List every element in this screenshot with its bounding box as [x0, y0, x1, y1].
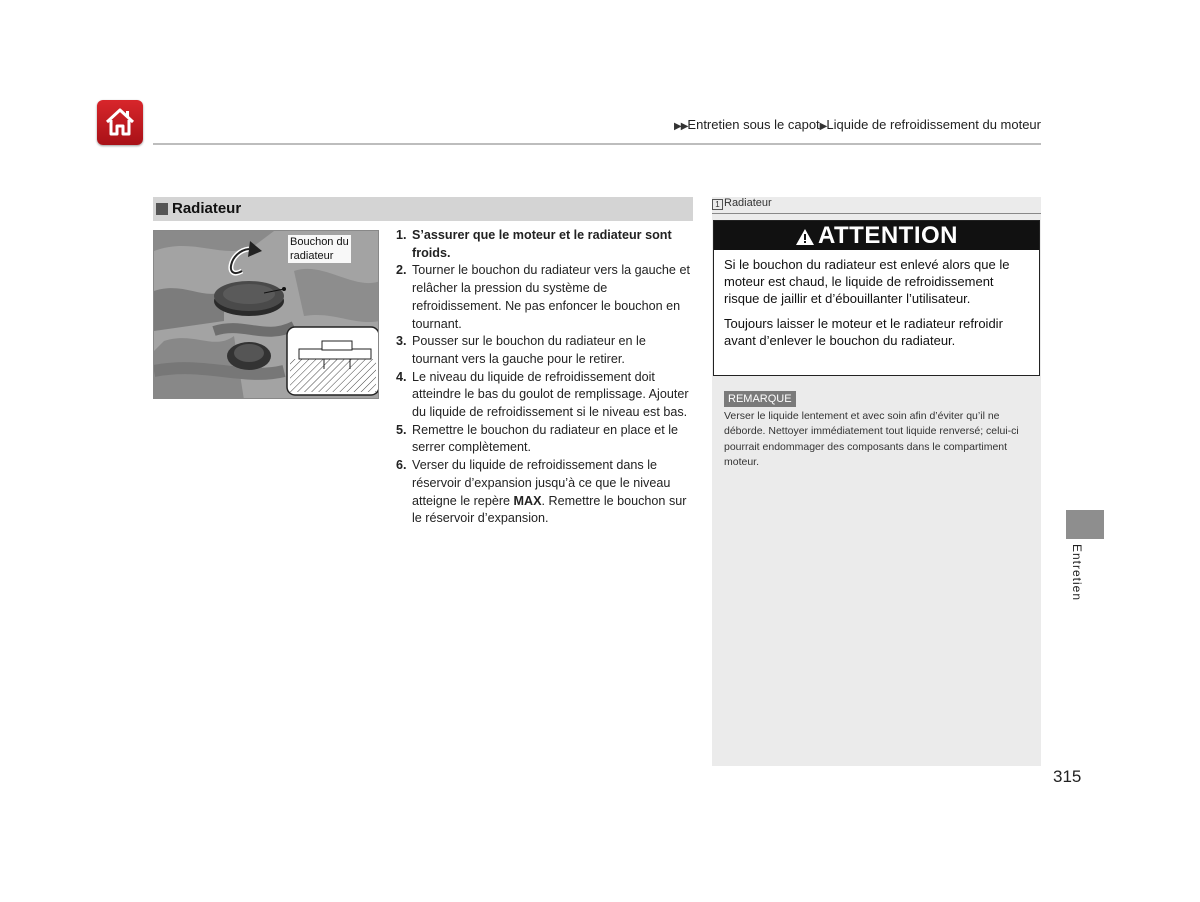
attention-text: Toujours laisser le moteur et le radiateur refroidir avant d’enlever le bouchon du radiateur.: [724, 316, 1003, 348]
list-item: [396, 333, 692, 368]
step-text: S’assurer que le moteur et le radiateur sont froids.: [412, 228, 672, 260]
home-icon: [103, 105, 137, 139]
step-text: [412, 457, 692, 528]
list-item: [396, 369, 692, 422]
breadcrumb-item[interactable]: Entretien sous le capot: [687, 117, 820, 132]
page-number: 315: [1053, 767, 1082, 786]
step-text-part: Verser du liquide de refroidissement dans le réservoir d’expansion jusqu’à ce que le niveau atteigne le repère: [412, 458, 671, 508]
list-item: [396, 457, 692, 528]
attention-title: ATTENTION: [817, 222, 959, 249]
breadcrumb-item[interactable]: Liquide de refroidissement du moteur: [826, 117, 1041, 132]
attention-box: [713, 220, 1040, 376]
figure-callout-label: [288, 235, 351, 263]
list-item: [396, 422, 692, 457]
step-text: Tourner le bouchon du radiateur vers la gauche et relâcher la pression du système de refroidissement. Ne pas enfoncer le bouchon en tournant.: [412, 263, 690, 331]
section-square-icon: [156, 203, 168, 215]
side-reference-title: Radiateur: [724, 197, 772, 209]
max-mark-label: MAX: [513, 493, 542, 508]
step-number: 2.: [396, 263, 407, 278]
breadcrumb-arrow-icon: ▶▶: [674, 121, 688, 132]
list-item: [396, 227, 692, 262]
home-button[interactable]: [97, 100, 143, 145]
procedure-steps: [396, 227, 692, 528]
remark-text: Verser le liquide lentement et avec soin afin d’éviter qu’il ne déborde. Nettoyer immédiatement tout liquide renversé; celui-ci pourrait endommager des composants dans le compartiment moteur.: [724, 410, 1019, 468]
figure-callout-line: radiateur: [290, 250, 334, 262]
step-number: 6.: [396, 458, 407, 473]
step-text: Remettre le bouchon du radiateur en place et le serrer complètement.: [412, 422, 679, 455]
step-number: 4.: [396, 369, 407, 384]
chapter-tab-label: Entretien: [1070, 544, 1084, 602]
step-text: Le niveau du liquide de refroidissement doit atteindre le bas du goulot de remplissage. Ajouter du liquide de refroidissement si le niveau est bas.: [412, 369, 689, 420]
step-number: 3.: [396, 334, 407, 349]
step-text: Pousser sur le bouchon du radiateur en le tournant vers la gauche pour le retirer.: [412, 334, 646, 366]
chapter-tab[interactable]: [1066, 510, 1104, 539]
step-number: 1.: [396, 228, 407, 242]
reference-marker-icon: 1: [712, 199, 723, 210]
section-title: Radiateur: [172, 200, 242, 217]
header-divider: [153, 143, 1041, 145]
warning-triangle-icon: [795, 228, 815, 246]
attention-text: Si le bouchon du radiateur est enlevé alors que le moteur est chaud, le liquide de refroidissement risque de jaillir et d’ébouillanter l’utilisateur.: [724, 257, 1010, 306]
list-item: [396, 262, 692, 333]
step-number: 5.: [396, 422, 407, 437]
figure-callout-line: Bouchon du: [290, 236, 349, 248]
section-header: [153, 197, 693, 221]
breadcrumb: [674, 117, 1041, 132]
step-text-part: . Remettre le bouchon sur le réservoir d’expansion.: [412, 493, 687, 526]
breadcrumb-arrow-icon: ▶: [819, 121, 827, 132]
side-reference-header: [712, 197, 1041, 214]
remark-badge: REMARQUE: [724, 391, 796, 407]
attention-header: [714, 221, 1039, 250]
